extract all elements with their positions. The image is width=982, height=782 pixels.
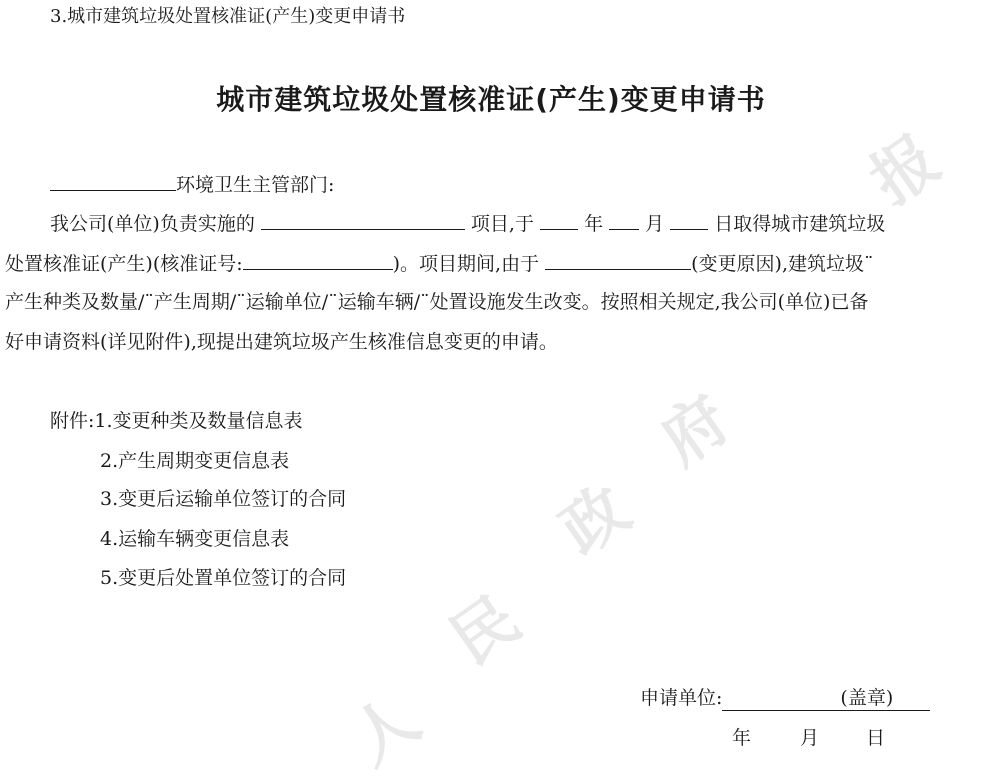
body-text: 我公司(单位)负责实施的 bbox=[50, 213, 255, 235]
watermark-char: 府 bbox=[648, 382, 743, 480]
body-line-4: 好申请资料(详见附件),现提出建筑垃圾产生核准信息变更的申请。 bbox=[5, 331, 558, 353]
attachment-item: 5.变更后处置单位签订的合同 bbox=[100, 567, 347, 589]
watermark-char: 民 bbox=[438, 582, 533, 680]
month-blank[interactable] bbox=[609, 211, 639, 230]
addressee-suffix: 环境卫生主管部门: bbox=[176, 174, 335, 196]
body-line-1 bbox=[50, 211, 885, 236]
body-text: 月 bbox=[645, 213, 665, 235]
seal-label: (盖章) bbox=[840, 687, 894, 709]
body-text: 日取得城市建筑垃圾 bbox=[714, 213, 886, 235]
attachments-label: 附件: bbox=[50, 410, 95, 432]
attachment-item: 4.运输车辆变更信息表 bbox=[100, 528, 290, 550]
date-month: 月 bbox=[800, 727, 820, 749]
signature-line bbox=[640, 686, 930, 711]
document-title: 城市建筑垃圾处置核准证(产生)变更申请书 bbox=[216, 83, 766, 116]
body-line-3: 产生种类及数量/¨产生周期/¨运输单位/¨运输车辆/¨处置设施发生改变。按照相关规定,我公司(单位)已备 bbox=[5, 291, 869, 313]
body-text: 年 bbox=[584, 213, 604, 235]
attachment-item bbox=[50, 409, 303, 433]
day-blank[interactable] bbox=[670, 211, 708, 230]
watermark-char: 政 bbox=[548, 472, 643, 570]
attachment-item: 2.产生周期变更信息表 bbox=[100, 450, 290, 472]
body-text: (变更原因),建筑垃圾¨ bbox=[691, 253, 874, 275]
body-text: 处置核准证(产生)(核准证号: bbox=[5, 253, 243, 275]
applicant-label: 申请单位: bbox=[640, 687, 723, 709]
attachment-text: 1.变更种类及数量信息表 bbox=[94, 410, 303, 432]
permit-number-blank[interactable] bbox=[243, 251, 393, 270]
date-year: 年 bbox=[732, 727, 752, 749]
project-name-blank[interactable] bbox=[261, 211, 465, 230]
body-text: )。项目期间,由于 bbox=[392, 253, 540, 275]
addressee-blank[interactable] bbox=[50, 172, 176, 191]
watermark-char: 人 bbox=[338, 682, 433, 780]
header-reference: 3.城市建筑垃圾处置核准证(产生)变更申请书 bbox=[50, 6, 406, 27]
date-day: 日 bbox=[866, 727, 886, 749]
addressee-line bbox=[50, 172, 334, 197]
body-text: 项目,于 bbox=[470, 213, 534, 235]
change-reason-blank[interactable] bbox=[545, 251, 691, 270]
year-blank[interactable] bbox=[540, 211, 578, 230]
applicant-blank[interactable] bbox=[722, 686, 930, 711]
watermark-char: 报 bbox=[858, 122, 953, 220]
date-line bbox=[732, 726, 885, 750]
body-line-2 bbox=[5, 251, 874, 276]
attachment-item: 3.变更后运输单位签订的合同 bbox=[100, 488, 347, 510]
